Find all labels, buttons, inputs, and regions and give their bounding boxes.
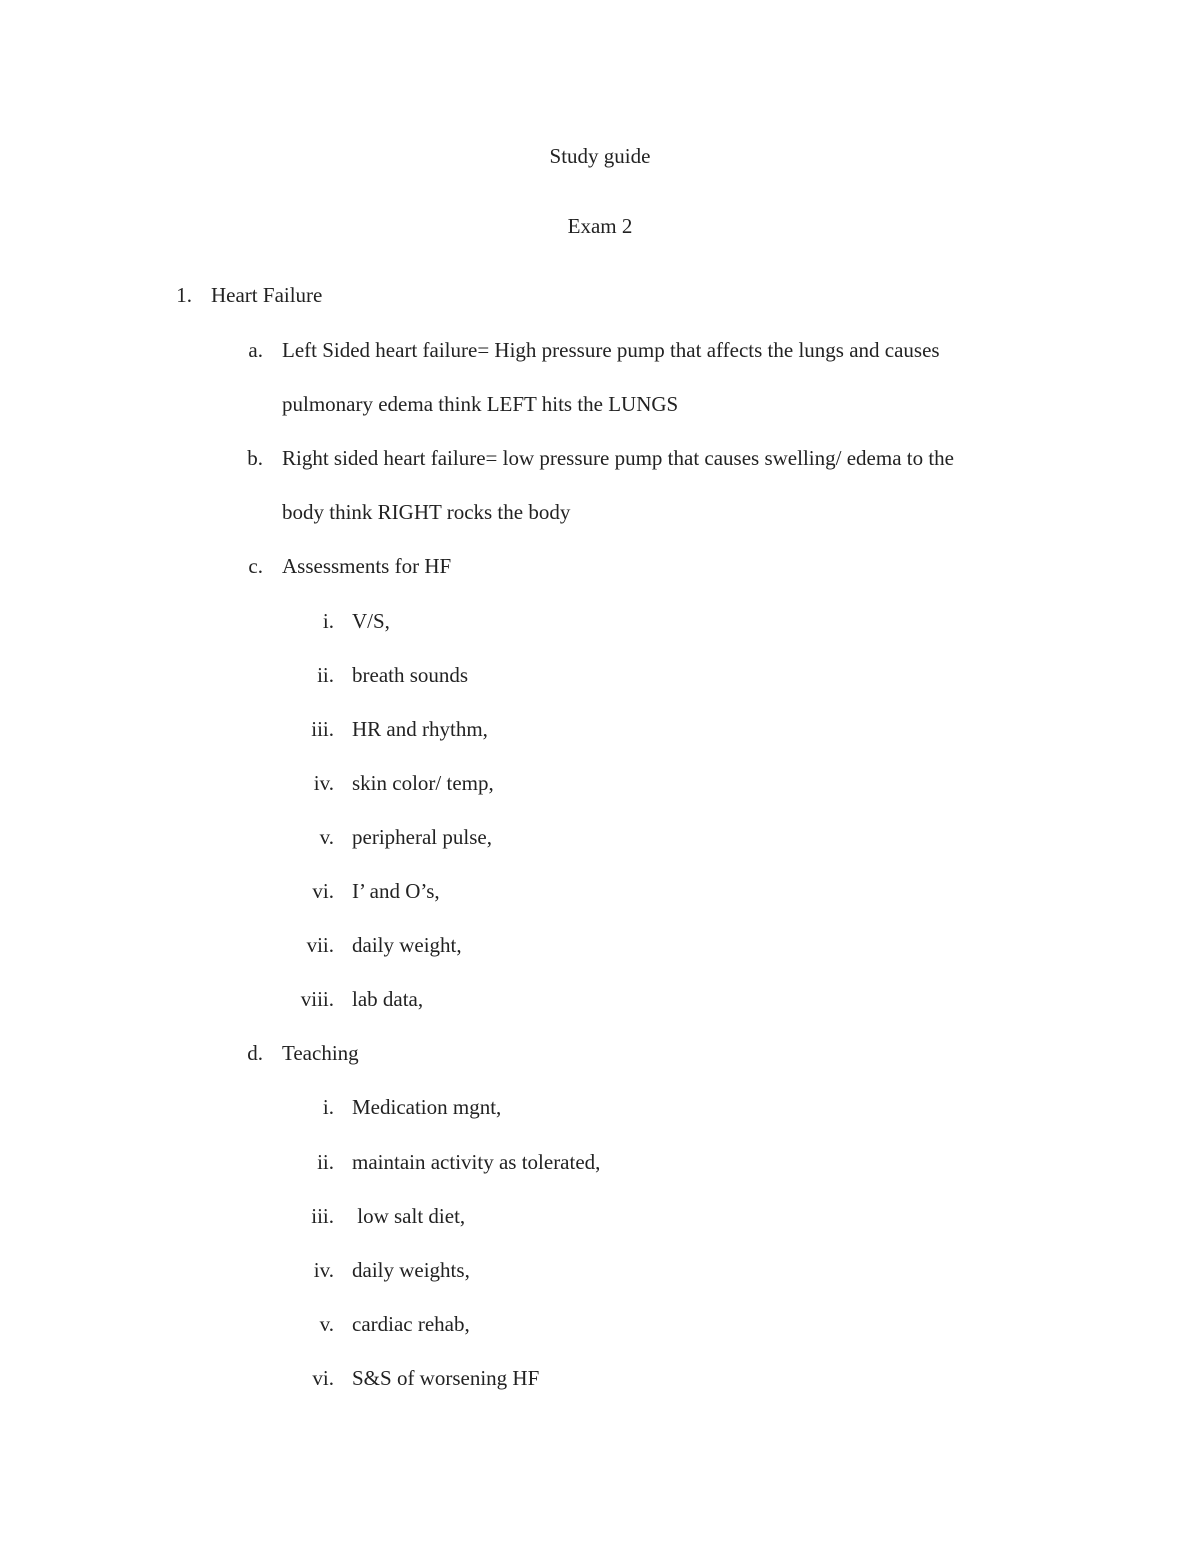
subitem-number: vi. [312, 879, 334, 903]
subitem-number: vii. [306, 933, 334, 957]
subitem-number: ii. [317, 1150, 334, 1174]
subitem-text: peripheral pulse, [352, 825, 492, 849]
subitem-text: I’ and O’s, [352, 879, 440, 903]
subitem-text: breath sounds [352, 663, 469, 687]
item-text: Right sided heart failure= low pressure pump that causes swelling/ edema to the [282, 446, 954, 470]
subitem-number: iv. [313, 1258, 334, 1282]
subitem-number: i. [322, 1095, 334, 1119]
subitem-number: vi. [312, 1366, 334, 1390]
subitem-text: V/S, [352, 609, 390, 633]
section-heading: Heart Failure [211, 283, 323, 307]
subitem-number: viii. [300, 987, 334, 1011]
subitem-number: iii. [311, 1204, 334, 1228]
subitem-text: lab data, [352, 987, 424, 1011]
item-text: Left Sided heart failure= High pressure pump that affects the lungs and causes [282, 338, 940, 362]
subitem-text: S&S of worsening HF [352, 1366, 540, 1390]
subitem-text: skin color/ temp, [352, 771, 494, 795]
document-subtitle: Exam 2 [567, 214, 633, 238]
item-letter: a. [248, 338, 263, 362]
subitem-text: daily weights, [352, 1258, 470, 1282]
item-text-continued: pulmonary edema think LEFT hits the LUNGS [282, 392, 679, 416]
subitem-text: daily weight, [352, 933, 462, 957]
item-text-continued: body think RIGHT rocks the body [282, 500, 571, 524]
item-text: Assessments for HF [282, 554, 452, 578]
subitem-number: iii. [311, 717, 334, 741]
subitem-text: HR and rhythm, [352, 717, 488, 741]
document-title: Study guide [549, 144, 651, 168]
subitem-text: low salt diet, [352, 1204, 466, 1228]
subitem-number: v. [319, 825, 334, 849]
subitem-number: v. [319, 1312, 334, 1336]
subitem-number: iv. [313, 771, 334, 795]
subitem-text: maintain activity as tolerated, [352, 1150, 601, 1174]
item-letter: d. [247, 1041, 263, 1065]
item-letter: c. [248, 554, 263, 578]
item-letter: b. [247, 446, 263, 470]
section-number: 1. [176, 283, 192, 307]
subitem-number: i. [322, 609, 334, 633]
subitem-text: Medication mgnt, [352, 1095, 502, 1119]
item-text: Teaching [282, 1041, 359, 1065]
subitem-number: ii. [317, 663, 334, 687]
subitem-text: cardiac rehab, [352, 1312, 470, 1336]
